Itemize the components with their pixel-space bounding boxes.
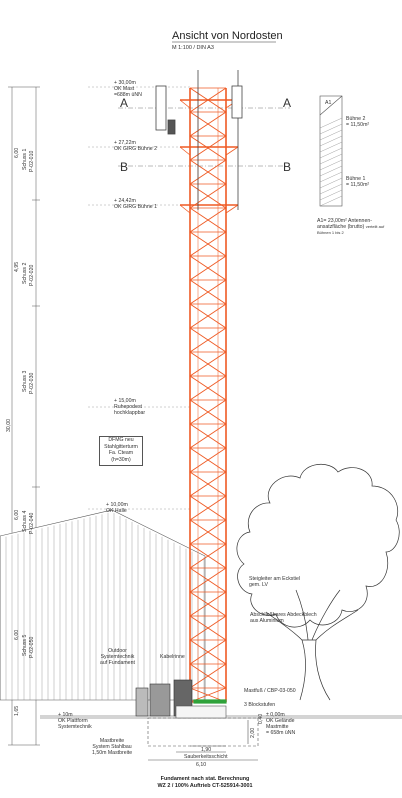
dim-s5: 6,00 bbox=[14, 629, 20, 640]
section-marker-a-right: A bbox=[283, 96, 292, 110]
section-marker-b-right: B bbox=[283, 160, 292, 174]
dim-s1-code: P-02-010 bbox=[29, 150, 35, 172]
hall-building bbox=[0, 510, 205, 700]
dim-total: 30,00 bbox=[6, 419, 12, 432]
dim-s4-name: Schuss 4 bbox=[22, 510, 28, 532]
dim-s5-code: P-02-050 bbox=[29, 636, 35, 658]
dim-s2-code: P-02-020 bbox=[29, 264, 35, 286]
detail-antenna-area: A1= 23,00m² Antennen- ansatzfläche (brutto) verteilt auf Bühnen 1 bis 2 bbox=[317, 218, 385, 235]
detail-a1-label: A1 bbox=[325, 100, 332, 106]
dim-bottom: 1,65 bbox=[14, 705, 20, 716]
annot-gelaende: ± 0,00m OK Gelände Mastmitte = 658m üNN bbox=[266, 712, 296, 736]
level-label-top: + 30,00m OK Mast =688m üNN bbox=[114, 80, 142, 98]
level-label-buehne1: + 24,42m OK GIRG Bühne 1 bbox=[114, 198, 157, 210]
annot-mastbreite: Mastbreite System Stahlbau 1,50m Mastbreite bbox=[92, 738, 133, 756]
annot-mastfuss: Mastfuß / CBP-03-050 bbox=[244, 688, 296, 694]
annot-steigleiter: Steigleiter am Eckstiel gem. LV bbox=[249, 576, 301, 588]
section-marker-a-left: A bbox=[120, 96, 129, 110]
dim-s5-name: Schuss 5 bbox=[22, 634, 28, 656]
dim-s4-code: P-02-040 bbox=[29, 512, 35, 534]
drawing-title: Ansicht von Nordosten bbox=[172, 30, 283, 42]
level-label-buehne2: + 27,22m OK GIRG Bühne 2 bbox=[114, 140, 157, 152]
detail-buehne2: Bühne 2 = 11,50m² bbox=[346, 116, 370, 128]
dim-s1: 6,00 bbox=[14, 147, 20, 158]
dim-s2-name: Schuss 2 bbox=[22, 262, 28, 284]
dim-610: 6,10 bbox=[196, 762, 207, 768]
annot-abdeckblech: Abschließbares Abdeckblech aus Aluminium bbox=[250, 612, 317, 624]
dim-s3-name: Schuss 3 bbox=[22, 370, 28, 392]
level-label-plattform: + 10m OK Plattform Systemtechnik bbox=[58, 712, 92, 730]
dim-040: 0,40 bbox=[258, 713, 264, 724]
footer-note: Fundament nach stat. Berechnung WZ 2 / 100% Auftrieb CT-525914-3001 bbox=[157, 776, 253, 789]
section-detail-box bbox=[320, 96, 342, 206]
section-marker-b-left: B bbox=[120, 160, 129, 174]
annot-outdoor: Outdoor Systemtechnik auf Fundament bbox=[100, 648, 135, 666]
dim-s4: 6,00 bbox=[14, 509, 20, 520]
antenna-mast bbox=[156, 70, 242, 210]
level-label-halle: + 10,00m OK Halle bbox=[106, 502, 128, 514]
dim-200: 2,00 bbox=[250, 727, 256, 738]
annot-kabelrinne: Kabelrinne bbox=[160, 654, 185, 660]
drawing-scale: M 1:100 / DIN A3 bbox=[172, 45, 214, 51]
dim-s3-code: P-02-030 bbox=[29, 372, 35, 394]
detail-buehne1: Bühne 1 = 11,50m² bbox=[346, 176, 370, 188]
dim-s2: 4,95 bbox=[14, 261, 20, 272]
dim-190: 1,90 bbox=[201, 747, 212, 753]
annot-blockstufen: 3 Blockstufen bbox=[244, 702, 276, 708]
tower-info-box: DFMG neu Stahlgitterturm Fa. Cteam (h=30m) bbox=[99, 436, 143, 466]
level-label-ruhepodest: + 15,00m Ruhepodest hochklappbar bbox=[114, 398, 146, 416]
mastfuss-plate bbox=[194, 700, 226, 703]
dim-s1-name: Schuss 1 bbox=[22, 148, 28, 170]
annot-sauberkeit: Sauberkeitsschicht bbox=[184, 754, 228, 760]
